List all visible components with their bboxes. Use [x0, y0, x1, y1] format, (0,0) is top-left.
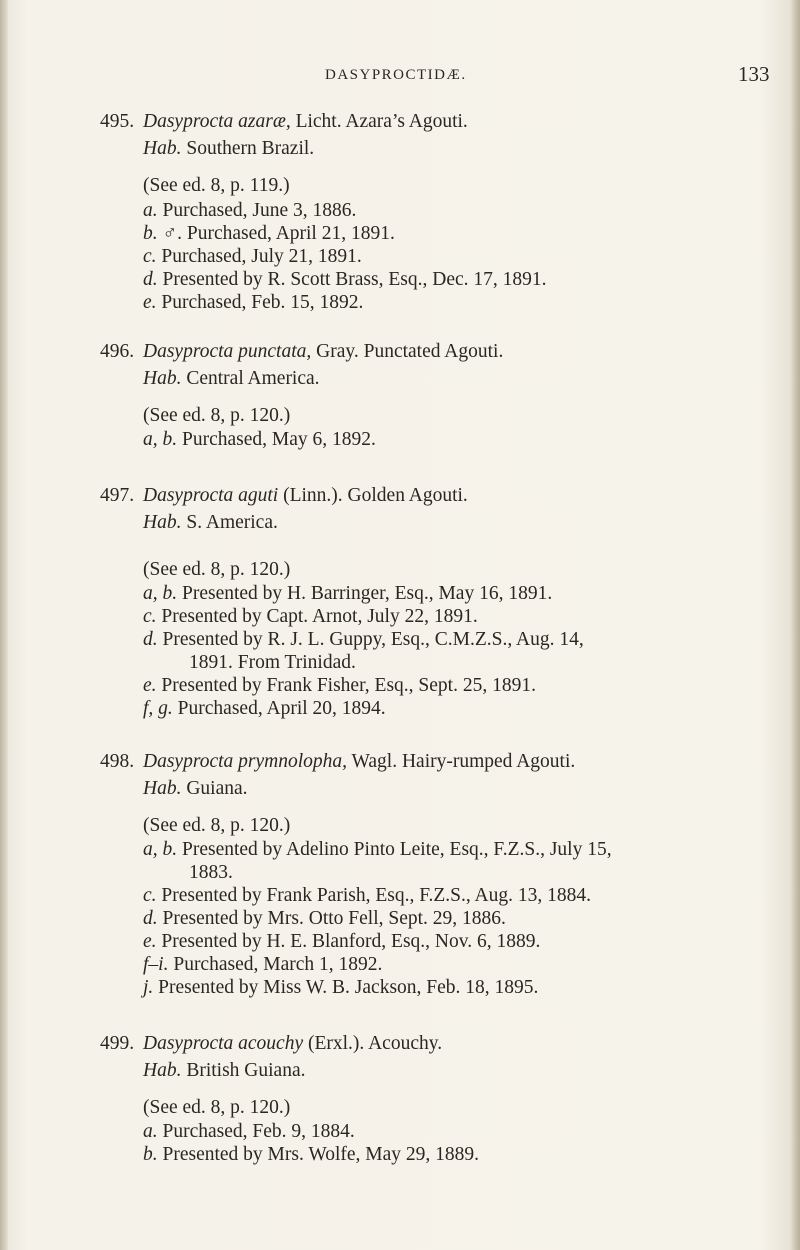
page-number: 133	[738, 62, 770, 86]
specimen-letter: c.	[143, 246, 157, 267]
species-name: Dasyprocta acouchy	[143, 1033, 304, 1054]
edition-reference: (See ed. 8, p. 119.)	[143, 175, 290, 196]
specimen-line	[143, 268, 547, 292]
specimen-line	[143, 1143, 479, 1167]
entry-title	[143, 750, 575, 774]
specimen-line	[143, 930, 540, 954]
specimen-text: Purchased, Feb. 9, 1884.	[157, 1121, 355, 1142]
specimen-line	[143, 1120, 355, 1144]
habitat-line	[143, 511, 278, 535]
entry-title	[143, 484, 468, 508]
specimen-text: Purchased, July 21, 1891.	[156, 246, 362, 267]
habitat-line	[143, 777, 248, 801]
habitat-value: S. America.	[181, 512, 278, 533]
specimen-letter: e.	[143, 931, 157, 952]
specimen-text: Presented by H. Barringer, Esq., May 16, 1891.	[177, 583, 553, 604]
habitat-value: British Guiana.	[181, 1060, 306, 1081]
specimen-line	[143, 953, 382, 977]
specimen-letter: d.	[143, 629, 158, 650]
habitat-label: Hab.	[143, 138, 182, 159]
specimen-line	[143, 245, 362, 269]
specimen-text: Presented by Frank Fisher, Esq., Sept. 25, 1891.	[156, 675, 536, 696]
page-header	[0, 60, 800, 90]
specimen-text: Purchased, Feb. 15, 1892.	[156, 292, 364, 313]
specimen-letter: d.	[143, 269, 158, 290]
species-name: Dasyprocta aguti	[143, 485, 279, 506]
specimen-text: Purchased, May 6, 1892.	[177, 429, 376, 450]
specimen-continuation: 1891. From Trinidad.	[189, 652, 356, 673]
running-head: DASYPROCTIDÆ.	[325, 67, 467, 83]
authority-common-name: Wagl. Hairy-rumped Agouti.	[347, 751, 576, 772]
authority-common-name: (Linn.). Golden Agouti.	[278, 485, 468, 506]
specimen-letter: e.	[143, 292, 157, 313]
specimen-text: Presented by R. Scott Brass, Esq., Dec. 17, 1891.	[157, 269, 547, 290]
specimen-letter: j.	[143, 977, 154, 998]
specimen-line	[143, 884, 591, 908]
habitat-line	[143, 1059, 306, 1083]
specimen-letter: c.	[143, 885, 157, 906]
habitat-label: Hab.	[143, 512, 182, 533]
habitat-line	[143, 137, 314, 161]
entry-number: 495.	[100, 111, 135, 132]
entry-number: 498.	[100, 751, 135, 772]
page-binding-shadow	[0, 0, 8, 1250]
specimen-text: Purchased, March 1, 1892.	[168, 954, 383, 975]
specimen-line	[143, 199, 356, 223]
specimen-text: ♂. Purchased, April 21, 1891.	[157, 223, 395, 244]
specimen-line	[143, 838, 612, 862]
specimen-line	[143, 428, 376, 452]
specimen-line	[143, 582, 552, 606]
species-name: Dasyprocta prymnolopha,	[143, 751, 348, 772]
specimen-letter: c.	[143, 606, 157, 627]
authority-common-name: (Erxl.). Acouchy.	[303, 1033, 443, 1054]
authority-common-name: Licht. Azara’s Agouti.	[290, 111, 468, 132]
specimen-text: Presented by Frank Parish, Esq., F.Z.S., Aug. 13, 1884.	[156, 885, 592, 906]
specimen-text: Presented by Capt. Arnot, July 22, 1891.	[156, 606, 478, 627]
entry-title	[143, 340, 503, 364]
edition-reference: (See ed. 8, p. 120.)	[143, 1097, 291, 1118]
edition-reference: (See ed. 8, p. 120.)	[143, 815, 291, 836]
specimen-letter: a, b.	[143, 583, 178, 604]
habitat-value: Guiana.	[181, 778, 248, 799]
specimen-line	[143, 605, 478, 629]
specimen-letter: f, g.	[143, 698, 173, 719]
specimen-text: Presented by Adelino Pinto Leite, Esq., F.Z.S., July 15,	[177, 839, 612, 860]
specimen-line	[143, 222, 395, 246]
specimen-letter: a.	[143, 1121, 158, 1142]
habitat-value: Central America.	[181, 368, 320, 389]
specimen-text: Purchased, April 20, 1894.	[172, 698, 386, 719]
specimen-line	[143, 976, 538, 1000]
authority-common-name: Gray. Punctated Agouti.	[311, 341, 504, 362]
specimen-letter: e.	[143, 675, 157, 696]
specimen-line	[143, 628, 584, 652]
specimen-line	[143, 674, 536, 698]
page-edge-shadow	[790, 0, 800, 1250]
species-name: Dasyprocta punctata,	[143, 341, 312, 362]
habitat-label: Hab.	[143, 1060, 182, 1081]
specimen-letter: a.	[143, 200, 158, 221]
specimen-letter: f–i.	[143, 954, 169, 975]
specimen-line	[143, 291, 363, 315]
habitat-label: Hab.	[143, 778, 182, 799]
edition-reference: (See ed. 8, p. 120.)	[143, 405, 291, 426]
specimen-continuation: 1883.	[189, 862, 233, 883]
specimen-letter: b.	[143, 1144, 158, 1165]
specimen-text: Presented by R. J. L. Guppy, Esq., C.M.Z.S., Aug. 14,	[157, 629, 584, 650]
species-name: Dasyprocta azaræ,	[143, 111, 291, 132]
entry-title	[143, 110, 468, 134]
specimen-text: Presented by H. E. Blanford, Esq., Nov. 6, 1889.	[156, 931, 541, 952]
specimen-text: Presented by Mrs. Wolfe, May 29, 1889.	[157, 1144, 480, 1165]
specimen-letter: d.	[143, 908, 158, 929]
specimen-letter: a, b.	[143, 839, 178, 860]
entry-title	[143, 1032, 442, 1056]
edition-reference: (See ed. 8, p. 120.)	[143, 559, 291, 580]
specimen-letter: b.	[143, 223, 158, 244]
specimen-text: Presented by Mrs. Otto Fell, Sept. 29, 1886.	[157, 908, 506, 929]
specimen-line	[143, 697, 386, 721]
habitat-line	[143, 367, 320, 391]
habitat-value: Southern Brazil.	[181, 138, 315, 159]
specimen-line	[143, 907, 506, 931]
habitat-label: Hab.	[143, 368, 182, 389]
specimen-text: Purchased, June 3, 1886.	[157, 200, 357, 221]
entry-number: 497.	[100, 485, 135, 506]
entry-number: 496.	[100, 341, 135, 362]
entry-number: 499.	[100, 1033, 135, 1054]
specimen-text: Presented by Miss W. B. Jackson, Feb. 18, 1895.	[153, 977, 539, 998]
specimen-letter: a, b.	[143, 429, 178, 450]
